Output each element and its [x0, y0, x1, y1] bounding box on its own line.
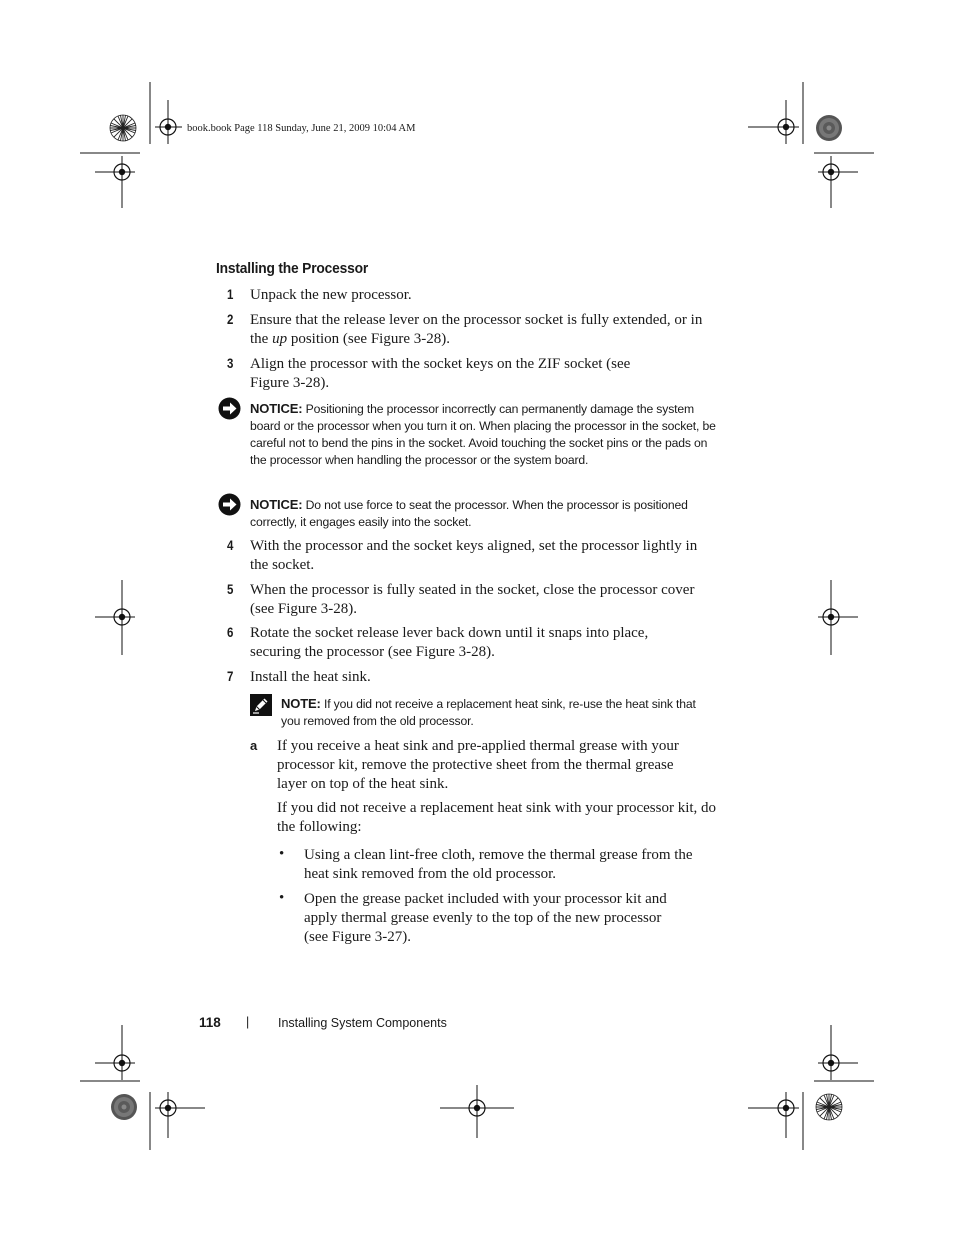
notice-block: [250, 496, 716, 531]
note-label: NOTE:: [281, 696, 321, 711]
notice-text: Positioning the processor incorrectly can permanently damage the system board or the processor when you turn it on. When placing the processor in the socket, be careful not to bend the pins in the socket. Avoid touching the socket pins or the pads on the processor when handling the processor or the system board.: [250, 402, 716, 467]
bullet-item: Open the grease packet included with your processor kit and apply thermal grease evenly to the top of the new processor (see Figure 3-27).: [304, 891, 667, 945]
substep-letter: a: [250, 738, 258, 753]
note-pencil-icon: [250, 694, 272, 716]
note-text: If you did not receive a replacement heat sink, re-use the heat sink that you removed from the old processor.: [281, 697, 696, 728]
notice-label: NOTICE:: [250, 497, 303, 512]
section-title: Installing the Processor: [216, 260, 369, 277]
footer-separator: |: [246, 1015, 250, 1029]
bullet-marker: •: [279, 846, 285, 862]
step-text: With the processor and the socket keys aligned, set the processor lightly in the socket.: [250, 538, 698, 573]
running-head: book.book Page 118 Sunday, June 21, 2009 10:04 AM: [187, 123, 416, 134]
notice-arrow-icon: [218, 397, 241, 420]
step-number: 4: [227, 538, 234, 553]
notice-arrow-icon: [218, 493, 241, 516]
notice-text: Do not use force to seat the processor. When the processor is positioned correctly, it engages easily into the socket.: [250, 498, 688, 529]
step-number: 3: [227, 356, 234, 371]
footer-chapter: Installing System Components: [278, 1016, 447, 1030]
step-number: 1: [227, 287, 234, 302]
step-number: 6: [227, 625, 234, 640]
bullet-item: Using a clean lint-free cloth, remove the thermal grease from the heat sink removed from the old processor.: [304, 847, 693, 882]
step-text: When the processor is fully seated in the socket, close the processor cover (see Figure 3-28).: [250, 582, 695, 617]
step-text: Rotate the socket release lever back down until it snaps into place, securing the processor (see Figure 3-28).: [250, 625, 649, 660]
step-number: 2: [227, 312, 234, 327]
step-number: 7: [227, 669, 234, 684]
page-number: 118: [199, 1015, 221, 1030]
substep-paragraph: If you did not receive a replacement heat sink with your processor kit, do the following:: [277, 800, 717, 835]
step-text: Ensure that the release lever on the processor socket is fully extended, or in the up position (see Figure 3-28).: [250, 312, 703, 347]
step-number: 5: [227, 582, 234, 597]
step-text: Align the processor with the socket keys on the ZIF socket (see Figure 3-28).: [250, 356, 631, 391]
step-text: Unpack the new processor.: [250, 287, 412, 303]
notice-block: [250, 400, 716, 469]
step-text: Install the heat sink.: [250, 669, 371, 685]
note-block: [281, 695, 711, 730]
substep-text: If you receive a heat sink and pre-applied thermal grease with your processor kit, remove the protective sheet from the thermal grease layer on top of the heat sink.: [277, 738, 679, 792]
bullet-marker: •: [279, 890, 285, 906]
notice-label: NOTICE:: [250, 401, 303, 416]
